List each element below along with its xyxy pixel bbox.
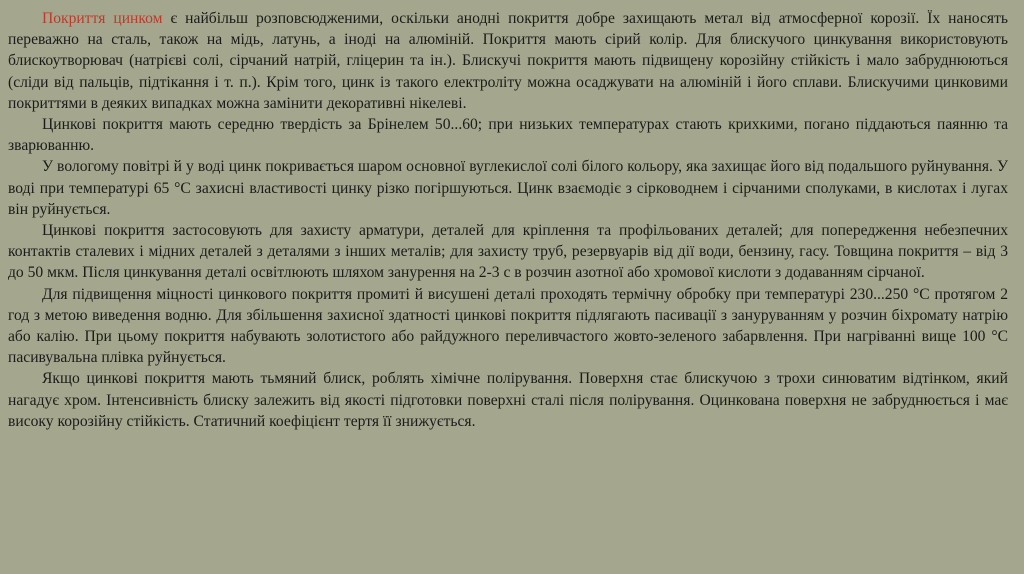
paragraph-1-text: є найбільш розповсюдженими, оскільки анодні покриття добре захищають метал від атмосферної корозії. Їх наносять переважно на сталь, також на мідь, латунь, а іноді на алюміній. Покриття мають сірий колір. Для блискучого цинкування використовують блискоутворювач (натрієві солі, сірчаний натрій, гліцерин та ін.). Блискучі покриття мають підвищену корозійну стійкість і мало забруднюються (сліди від пальців, підтікання і т. п.). Крім того, цинк із такого електроліту можна осаджувати на алюміній і його сплави. Блискучими цинковими покриттями в деяких випадках можна замінити декоративні нікелеві. (8, 10, 1008, 112)
paragraph-2: Цинкові покриття мають середню твердість за Брінелем 50...60; при низьких температурах стають крихкими, погано піддаються паянню та зварюванню. (8, 116, 1008, 155)
paragraph-5: Для підвищення міцності цинкового покриття промиті й висушені деталі проходять термічну обробку при температурі 230...250 °С протягом 2 год з метою виведення водню. Для збільшення захисної здатності цинкові покриття підлягають пасивації з зануруванням у розчин біхромату натрію або калію. При цьому покриття набувають золотистого або райдужного переливчастого жовто-зеленого забарвлення. При нагріванні вище 100 °С пасивувальна плівка руйнується. (8, 285, 1008, 367)
paragraph-4: Цинкові покриття застосовують для захисту арматури, деталей для кріплення та профільованих деталей; для попередження небезпечних контактів сталевих і мідних деталей з деталями з інших металів; для захисту труб, резервуарів від дії води, бензину, гасу. Товщина покриття – від 3 до 50 мкм. Після цинкування деталі освітлюють шляхом занурення на 2-3 с в розчин азотної або хромової кислоти з додаванням сірчаної. (8, 222, 1008, 282)
paragraph-1 (8, 8, 1008, 114)
highlight-term: Покриття цинком (42, 10, 163, 27)
paragraph-6: Якщо цинкові покриття мають тьмяний блиск, роблять хімічне полірування. Поверхня стає блискучою з трохи синюватим відтінком, який нагадує хром. Інтенсивність блиску залежить від якості підготовки поверхні сталі після полірування. Оцинкована поверхня не забруднюється і має високу корозійну стійкість. Статичний коефіцієнт тертя її знижується. (8, 370, 1008, 430)
paragraph-3: У вологому повітрі й у воді цинк покривається шаром основної вуглекислої солі білого кольору, яка захищає його від подальшого руйнування. У воді при температурі 65 °С захисні властивості цинку різко погіршуються. Цинк взаємодіє з сірководнем і сірчаними сполуками, в кислотах і лугах він руйнується. (8, 158, 1008, 218)
